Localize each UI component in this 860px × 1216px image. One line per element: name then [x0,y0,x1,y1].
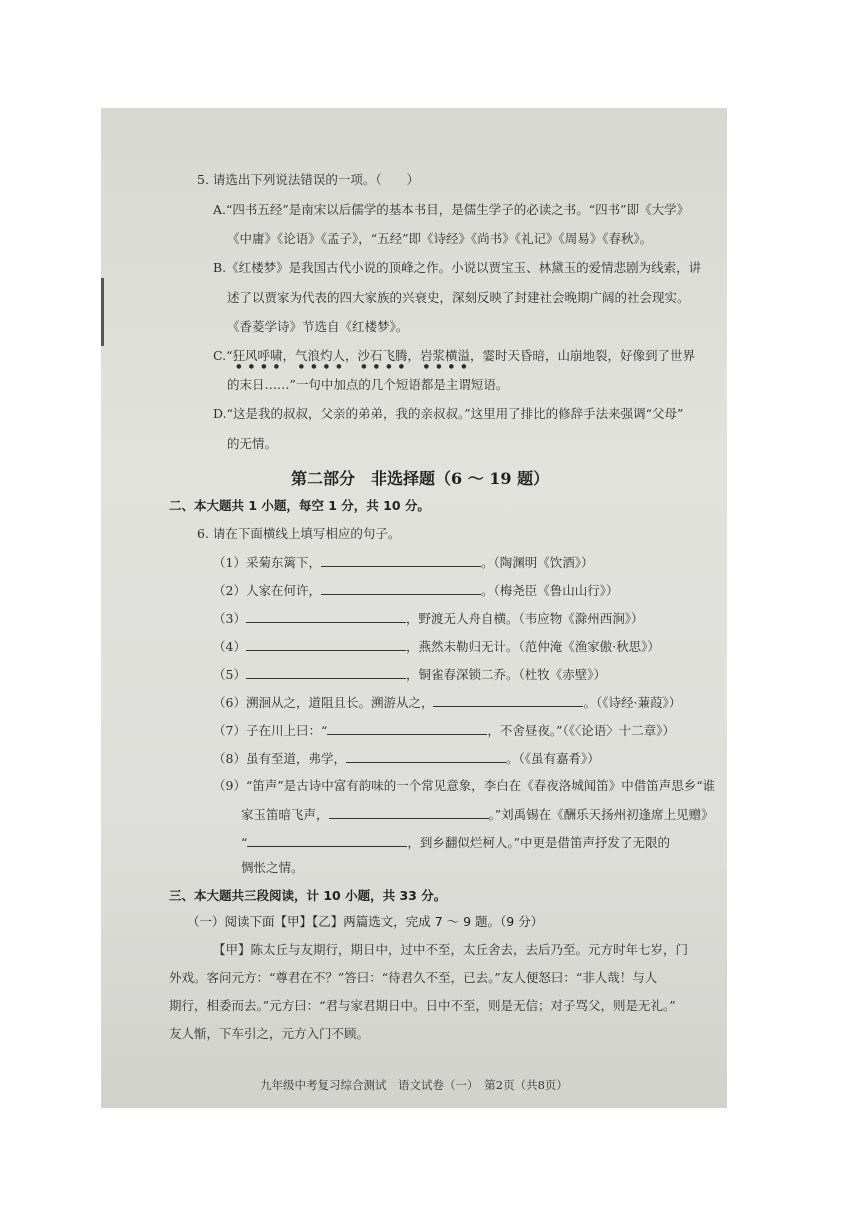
answer-blank[interactable] [321,582,481,595]
item-suffix: ，到乡翻似烂柯人。”中更是借笛声抒发了无限的 [407,835,671,850]
section2-heading: 二、本大题共 1 小题，每空 1 分，共 10 分。 [169,498,430,513]
item-number: （4） [213,639,246,654]
q6-stem: 6. 请在下面横线上填写相应的句子。 [197,526,401,541]
answer-blank[interactable] [246,638,406,651]
item-number: （5） [213,667,246,682]
q6-item-6 [213,694,681,711]
section3-heading: 三、本大题共三段阅读，计 10 小题，共 33 分。 [169,888,447,903]
reading-1-heading: （一）阅读下面【甲】【乙】两篇选文，完成 7 ～ 9 题。（9 分） [187,914,544,929]
passage-jia-line2: 外戏。客问元方：“尊君在不？”答曰：“待君久不至，已去。”友人便怒曰：“非人哉！与人 [169,970,658,985]
q5-option-c-line1 [213,348,695,370]
q5-option-b-line3: 《香菱学诗》节选自《红楼梦》。 [227,319,409,334]
item-suffix: ，铜雀春深锁二乔。（杜牧《赤壁》） [405,667,606,682]
item-number: （2） [213,583,246,598]
q6-item-9-line3 [241,834,670,851]
item-prefix: 家玉笛暗飞声， [241,807,329,822]
q5-c-dotted-phrases: 狂风呼啸，气浪灼人，沙石飞腾，岩浆横溢 [232,348,470,363]
q5-option-a-line2: 《中庸》《论语》《孟子》，“五经”即《诗经》《尚书》《礼记》《周易》《春秋》。 [227,231,653,246]
item-number: （6） [213,695,246,710]
q5-c-prefix: C.“ [213,348,233,363]
q6-item-8 [213,750,600,767]
answer-blank[interactable] [327,722,487,735]
item-prefix: 溯洄从之，道阻且长。溯游从之， [245,695,434,710]
item-suffix: 。（《虽有嘉肴》） [505,751,600,766]
passage-jia-line3: 期行，相委而去。”元方曰：“君与家君期日中。日中不至，则是无信；对子骂父，则是无礼。” [169,998,676,1013]
item-prefix: 采菊东篱下， [245,555,321,570]
item-prefix: 人家在何许， [245,583,321,598]
q5-option-b-line1: B.《红楼梦》是我国古代小说的顶峰之作。小说以贾宝玉、林黛玉的爱情悲剧为线索，讲 [213,260,702,275]
item-suffix: ，燕然未勒归无计。（范仲淹《渔家傲·秋思》） [405,639,660,654]
page-edge-mark [101,278,104,346]
item-number: （8） [213,751,246,766]
item-number: （7） [213,723,246,738]
answer-blank[interactable] [329,806,489,819]
item-suffix: 。”刘禹锡在《酬乐天扬州初逢席上见赠》 [488,807,714,822]
passage-jia-line1: 【甲】陈太丘与友期行，期日中，过中不至，太丘舍去，去后乃至。元方时年七岁，门 [213,942,689,957]
passage-jia-line4: 友人惭，下车引之，元方入门不顾。 [169,1026,370,1041]
q5-c-rest: ，霎时天昏暗，山崩地裂，好像到了世界 [470,348,696,363]
item-suffix: 。（陶渊明《饮酒》） [480,555,594,570]
q5-option-d-line1: D.“这是我的叔叔，父亲的弟弟，我的亲叔叔。”这里用了排比的修辞手法来强调“父母” [213,406,684,421]
item-suffix: ，野渡无人舟自横。（韦应物《滁州西涧》） [405,611,644,626]
item-prefix: “ [241,835,248,850]
q6-item-1 [213,554,593,571]
q6-item-4 [213,638,660,655]
item-number: （1） [213,555,246,570]
answer-blank[interactable] [346,750,506,763]
q5-stem: 5. 请选出下列说法错误的一项。（ ） [197,172,420,187]
item-prefix: 子在川上曰：“ [245,723,328,738]
answer-blank[interactable] [247,834,407,847]
answer-blank[interactable] [246,666,406,679]
item-number: （3） [213,611,246,626]
q6-item-9-line1: （9）“笛声”是古诗中富有韵味的一个常见意象，李白在《春夜洛城闻笛》中借笛声思乡“谁 [213,778,716,793]
item-suffix: 。（梅尧臣《鲁山山行》） [480,583,619,598]
q5-option-c-line2: 的末日……”一句中加点的几个短语都是主谓短语。 [227,377,509,392]
q5-option-d-line2: 的无情。 [227,436,278,451]
item-suffix: ，不舍昼夜。”（《〈论语〉十二章》） [487,723,676,738]
item-prefix: 虽有至道，弗学， [245,751,346,766]
part2-title: 第二部分 非选择题（6 ～ 19 题） [291,469,550,488]
answer-blank[interactable] [246,610,406,623]
q5-option-a-line1: A.“四书五经”是南宋以后儒学的基本书目，是儒生学子的必读之书。“四书”即《大学》 [213,202,690,217]
scanned-photo [101,108,727,1108]
q6-item-3 [213,610,643,627]
answer-blank[interactable] [321,554,481,567]
q5-option-b-line2: 述了以贾家为代表的四大家族的兴衰史，深刻反映了封建社会晚期广阔的社会现实。 [227,290,690,305]
q6-item-9-line2 [241,806,714,823]
q6-item-9-line4: 惆怅之情。 [241,860,304,875]
q6-item-5 [213,666,606,683]
answer-blank[interactable] [433,694,583,707]
page-footer: 九年级中考复习综合测试 语文试卷（一） 第2页（共8页） [260,1078,568,1092]
q6-item-2 [213,582,618,599]
q6-item-7 [213,722,675,739]
exam-page [101,108,727,1108]
item-suffix: 。（《诗经·蒹葭》） [583,695,682,710]
